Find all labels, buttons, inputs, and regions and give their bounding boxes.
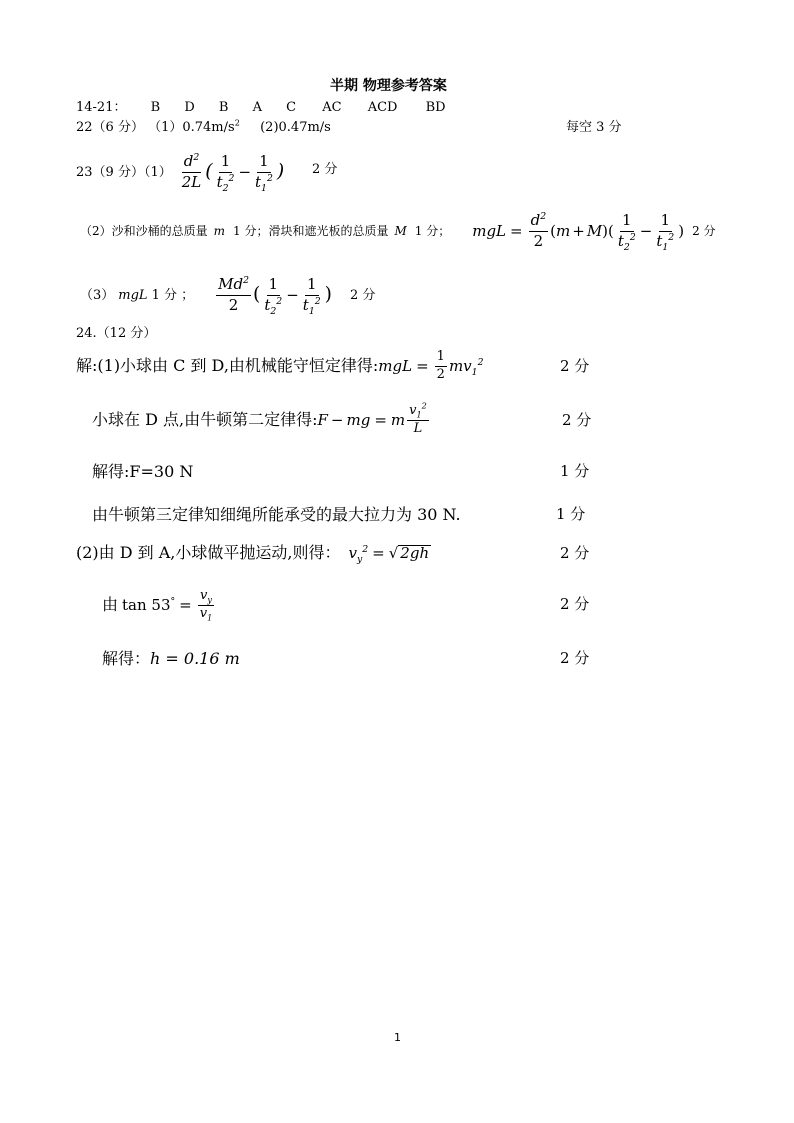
q24-line-4-score: 1 分	[556, 505, 586, 523]
q24-line-2-formula: F − mg = m $\frac{v_1^2}{L}$	[317, 401, 427, 436]
q24-line-6-score: 2 分	[560, 595, 590, 613]
q24-line-7-value: h = 0.16 m	[150, 649, 240, 668]
q24-line-5-score: 2 分	[560, 544, 590, 562]
q23-label: 23（9 分）（1）	[76, 164, 172, 180]
q22-label: 22（6 分）	[76, 120, 144, 135]
q23-part3-score2: 2 分	[350, 287, 376, 303]
q23-part3-expr: mgL	[118, 287, 148, 303]
q24-line-3-score: 1 分	[560, 462, 590, 480]
q24-line-2	[92, 398, 431, 442]
q23-part1-score: 2 分	[312, 162, 338, 177]
mc-answer: ACD	[367, 100, 398, 115]
q23-part3-formula: $\frac{Md^2}{2}$ ( $\frac{1}{t_2^2}$ − $\frac{1}{t_1^2}$ )	[218, 275, 332, 317]
q24-line-5	[76, 536, 431, 570]
q23-part3-text: （3）	[80, 287, 115, 303]
q24-line-2-text: 小球在 D 点,由牛顿第二定律得:	[92, 410, 318, 429]
q23-part3-score1: 1 分 ；	[151, 287, 195, 303]
q23-part2-M: M	[394, 224, 407, 238]
q24-line-6-text: 由	[102, 595, 119, 614]
page-number: 1	[394, 1031, 401, 1044]
q24-line-7-score: 2 分	[560, 649, 590, 667]
q24-line-2-score: 2 分	[562, 411, 592, 429]
mc-answer: B	[218, 100, 229, 115]
q22-part1-exponent: 2	[234, 118, 240, 128]
q24-line-3-value: F=30 N	[129, 462, 194, 481]
q23-part2-formula: mgL = $\frac{d^2}{2}$ ( m + M )( $\frac{1}{t_2^2}$ − $\frac{1}{t_1^2}$ )	[472, 211, 685, 253]
q23-part2-line	[80, 208, 716, 254]
mc-answer: A	[252, 100, 262, 115]
q22-score: 每空 3 分	[566, 120, 622, 135]
q24-line-6	[102, 582, 216, 628]
q23-part1-formula: $\frac{d^2}{2L}$ ( $\frac{1}{t_2^2}$ − $\frac{1}{t_1^2}$ )	[181, 152, 285, 194]
q22-part2: (2)0.47m/s	[260, 120, 331, 135]
page-title: 半期 物理参考答案	[330, 78, 447, 94]
q23-part2-text: （2）沙和沙桶的总质量	[80, 224, 208, 238]
mc-answer: D	[184, 100, 195, 115]
q24-line-1	[76, 346, 484, 386]
q22-line	[76, 118, 331, 135]
q23-part2-score1: 1 分；滑块和遮光板的总质量	[233, 224, 389, 238]
q23-part2-m: m	[213, 224, 226, 238]
mc-range-label: 14-21：	[76, 100, 127, 115]
q23-part1-line	[76, 150, 284, 194]
q24-line-1-formula: mgL = $\frac{1}{2}$ $mv_1^2$	[378, 348, 484, 382]
mc-answers-row	[76, 101, 446, 114]
q24-line-1-score: 2 分	[560, 357, 590, 375]
q24-line-7	[102, 651, 240, 667]
mc-answer: AC	[322, 100, 342, 115]
mc-answer: B	[150, 100, 161, 115]
q24-line-1-text: 解:(1)小球由 C 到 D,由机械能守恒定律得:	[76, 356, 379, 375]
q23-part3-line	[80, 272, 375, 318]
q24-line-5-text: (2)由 D 到 A,小球做平抛运动,则得：	[76, 543, 341, 562]
mc-answer: BD	[425, 100, 446, 115]
q23-part2-eq-score: 2 分	[692, 224, 716, 238]
q24-line-6-formula: tan 53° = $\frac{v_y}{v_1}$	[122, 587, 213, 623]
q24-line-3-text: 解得:	[92, 462, 130, 481]
q24-line-7-text: 解得：	[102, 649, 151, 668]
q24-line-3	[92, 464, 193, 480]
mc-answer: C	[286, 100, 297, 115]
q24-label: 24.（12 分）	[76, 326, 157, 341]
q22-part1: （1）0.74m/s	[148, 120, 235, 135]
q24-line-5-formula: $v_y^2$ = √ 2gh	[348, 543, 430, 565]
q24-line-4: 由牛顿第三定律知细绳所能承受的最大拉力为 30 N.	[92, 505, 461, 524]
q23-part2-score2: 1 分；	[414, 224, 451, 238]
